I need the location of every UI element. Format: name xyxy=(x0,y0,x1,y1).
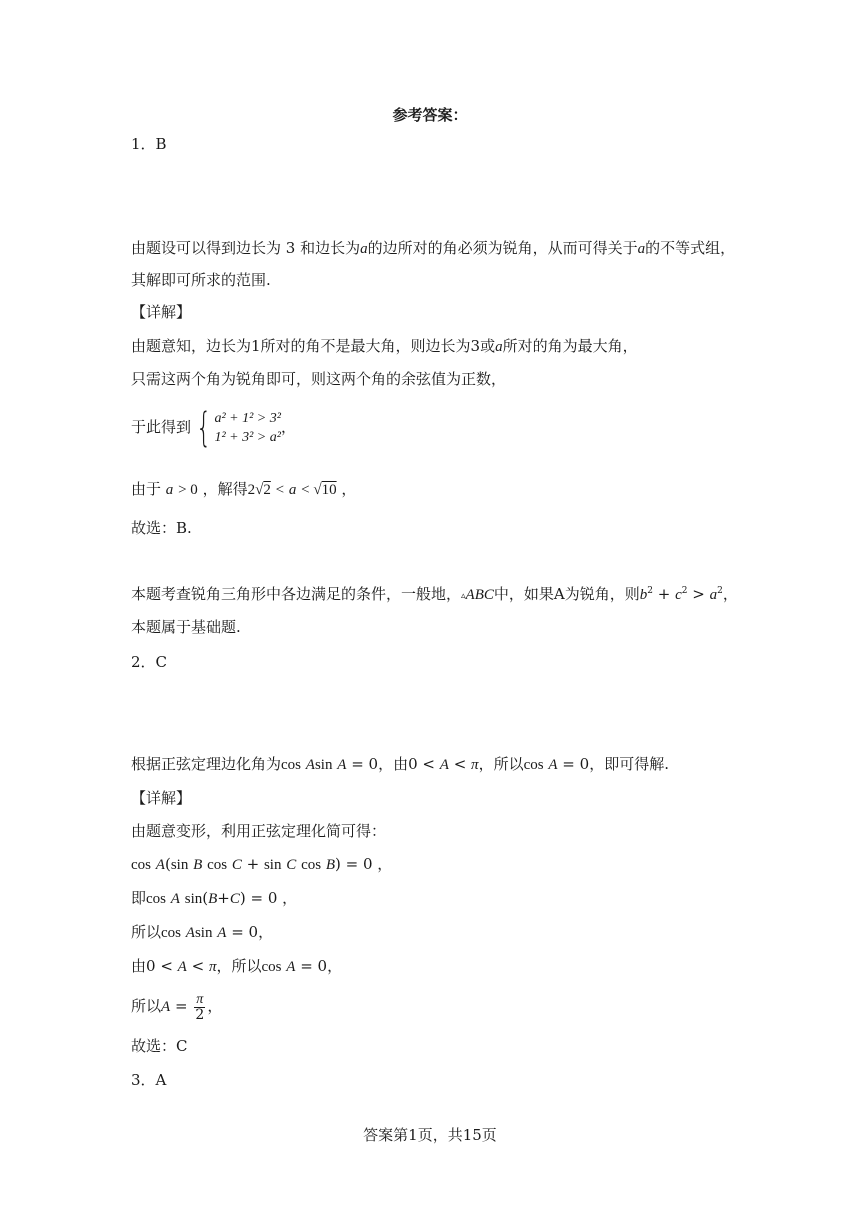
q2-choose: 故选：C xyxy=(131,1037,188,1055)
q1-analysis-line2: 其解即可所求的范围. xyxy=(131,271,271,289)
q1-choose: 故选：B. xyxy=(131,519,192,537)
q2-detail-line5: 由0 < A < π，所以cos A = 0， xyxy=(131,957,343,975)
q1-analysis-line1: 由题设可以得到边长为 3 和边长为a的边所对的角必须为锐角，从而可得关于a的不等式组， xyxy=(131,239,736,257)
q2-answer: 2．C xyxy=(131,653,168,671)
page-title: 参考答案： xyxy=(392,106,468,124)
q1-detail-header: 【详解】 xyxy=(131,303,192,321)
q1-detail-line1: 由题意知，边长为1所对的角不是最大角，则边长为3或a所对的角为最大角， xyxy=(131,337,638,355)
page-footer: 答案第1页，共15页 xyxy=(363,1126,497,1144)
q2-detail-line1: 由题意变形，利用正弦定理化简可得： xyxy=(131,822,387,840)
system-row-1: a² + 1² > 3² xyxy=(214,411,281,426)
q1-detail-line2: 只需这两个角为锐角即可，则这两个角的余弦值为正数， xyxy=(131,370,507,388)
q2-detail-line4: 所以cos Asin A = 0， xyxy=(131,923,274,941)
q2-detail-line2: cos A(sin B cos C + sin C cos B) = 0 ， xyxy=(131,855,393,873)
q1-comment-line2: 本题属于基础题. xyxy=(131,618,241,636)
q2-detail-line3: 即cos A sin(B+C) = 0 ， xyxy=(131,889,298,907)
system-row-2: 1² + 3² > a² xyxy=(214,430,281,445)
q1-detail-solution: 由于 a > 0 ，解得2√2 < a < √10 ， xyxy=(131,480,357,498)
q1-comment-line1: 本题考查锐角三角形中各边满足的条件，一般地，▵ABC中，如果A为锐角，则$b^2 + c^2 > a^2$， xyxy=(131,585,738,603)
q2-analysis: 根据正弦定理边化角为cos Asin A = 0，由0 < A < π，所以cos A = 0，即可得解. xyxy=(131,755,669,773)
q2-detail-line6: 所以A = $\frac{\pi}{2}$ ， xyxy=(131,991,223,1023)
q1-detail-system: 于此得到 { a² + 1² > 3² 1² + 3² > a² ， xyxy=(131,405,296,451)
q3-answer: 3．A xyxy=(131,1071,167,1089)
q1-answer: 1．B xyxy=(131,135,167,153)
q2-detail-header: 【详解】 xyxy=(131,789,192,807)
